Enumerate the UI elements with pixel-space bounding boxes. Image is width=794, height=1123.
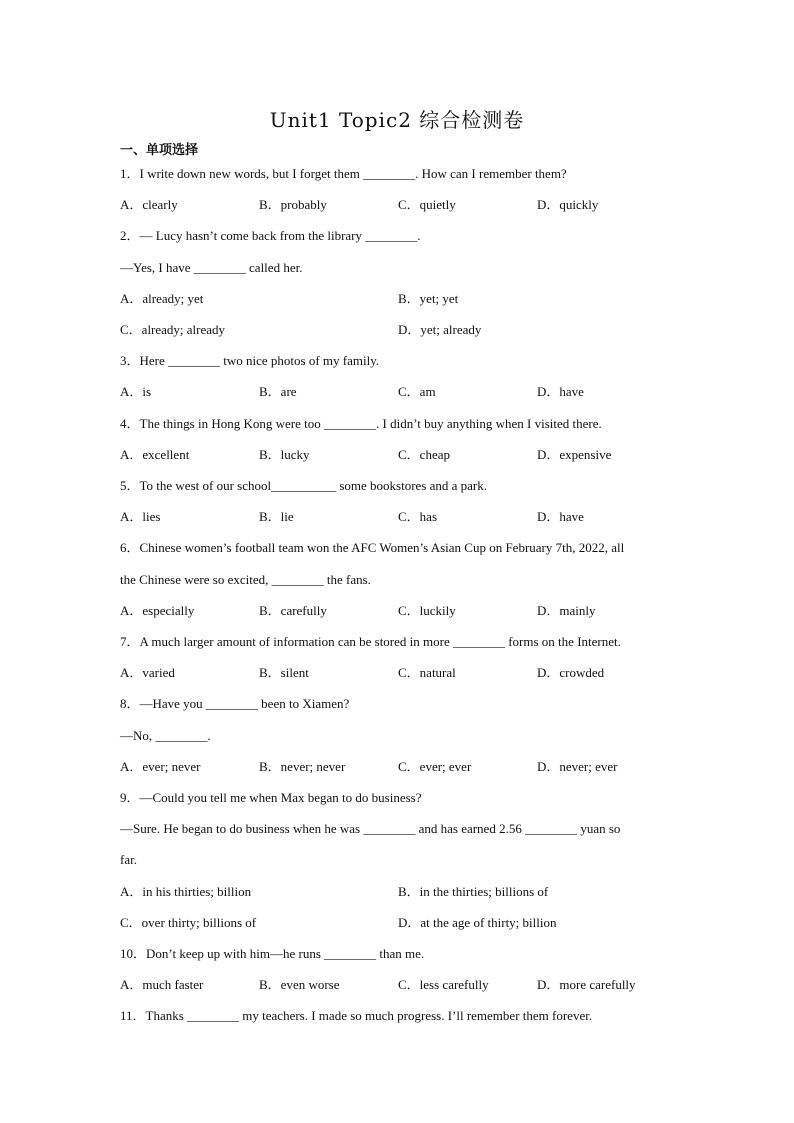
- answer-option[interactable]: A．clearly: [120, 197, 178, 213]
- question-text: 7．A much larger amount of information can be stored in more ________ forms on the Internet.: [120, 634, 621, 649]
- answer-option[interactable]: D．expensive: [537, 446, 612, 462]
- answer-option[interactable]: A．already; yet: [120, 290, 204, 306]
- answer-option[interactable]: B．carefully: [259, 602, 327, 618]
- answer-option[interactable]: B．never; never: [259, 758, 346, 774]
- question-text: —No, ________.: [120, 727, 211, 743]
- answer-option[interactable]: B．lie: [259, 509, 294, 525]
- answer-option[interactable]: B．silent: [259, 665, 309, 681]
- answer-option[interactable]: A．much faster: [120, 977, 204, 993]
- answer-option[interactable]: C．quietly: [398, 197, 456, 213]
- question-text: the Chinese were so excited, ________ the fans.: [120, 571, 371, 587]
- question-text: —Sure. He began to do business when he was ________ and has earned 2.56 ________ yuan so: [120, 821, 621, 837]
- answer-option[interactable]: A．excellent: [120, 446, 190, 462]
- answer-option[interactable]: C．cheap: [398, 446, 450, 462]
- answer-option[interactable]: D．yet; already: [398, 322, 482, 337]
- answer-option[interactable]: A．is: [120, 384, 152, 400]
- question-text: 2．— Lucy hasn’t come back from the library ________.: [120, 228, 421, 244]
- answer-option[interactable]: D．at the age of thirty; billion: [398, 914, 557, 930]
- question-text: 4．The things in Hong Kong were too ________. I didn’t buy anything when I visited there.: [120, 415, 602, 431]
- answer-option[interactable]: C．ever; ever: [398, 758, 472, 774]
- question-text: 1．I write down new words, but I forget them ________. How can I remember them?: [120, 166, 567, 181]
- question-text: 10．Don’t keep up with him—he runs ________ than me.: [120, 946, 425, 961]
- answer-option[interactable]: B．are: [259, 384, 297, 400]
- answer-option[interactable]: A．ever; never: [120, 758, 201, 774]
- question-text: 8．—Have you ________ been to Xiamen?: [120, 696, 350, 712]
- question-text: 9．—Could you tell me when Max began to do business?: [120, 790, 422, 805]
- answer-option[interactable]: A．varied: [120, 665, 175, 681]
- answer-option[interactable]: B．even worse: [259, 977, 340, 993]
- answer-option[interactable]: D．crowded: [537, 665, 605, 681]
- question-text: far.: [120, 852, 137, 868]
- answer-option[interactable]: B．lucky: [259, 446, 310, 462]
- answer-option[interactable]: C．less carefully: [398, 977, 489, 993]
- answer-option[interactable]: D．never; ever: [537, 758, 618, 774]
- answer-option[interactable]: C．luckily: [398, 602, 456, 618]
- answer-option[interactable]: D．quickly: [537, 197, 599, 213]
- question-text: 6．Chinese women’s football team won the AFC Women’s Asian Cup on February 7th, 2022, all: [120, 540, 625, 556]
- question-text: 11．Thanks ________ my teachers. I made so much progress. I’ll remember them forever.: [120, 1008, 593, 1024]
- answer-option[interactable]: B．yet; yet: [398, 290, 459, 306]
- answer-option[interactable]: A．in his thirties; billion: [120, 883, 252, 899]
- answer-option[interactable]: D．more carefully: [537, 977, 636, 993]
- question-text: —Yes, I have ________ called her.: [120, 259, 303, 275]
- question-text: 5．To the west of our school__________ some bookstores and a park.: [120, 478, 488, 493]
- answer-option[interactable]: C．has: [398, 509, 438, 525]
- answer-option[interactable]: A．especially: [120, 602, 195, 618]
- answer-option[interactable]: B．in the thirties; billions of: [398, 883, 549, 899]
- page-title: Unit1 Topic2 综合检测卷: [269, 108, 525, 132]
- answer-option[interactable]: B．probably: [259, 197, 327, 213]
- answer-option[interactable]: C．natural: [398, 665, 456, 681]
- answer-option[interactable]: C．over thirty; billions of: [120, 914, 257, 930]
- answer-option[interactable]: D．have: [537, 384, 584, 400]
- answer-option[interactable]: A．lies: [120, 509, 161, 525]
- answer-option[interactable]: D．have: [537, 509, 584, 525]
- section-heading: 一、单项选择: [120, 143, 199, 158]
- answer-option[interactable]: D．mainly: [537, 602, 596, 618]
- question-text: 3．Here ________ two nice photos of my family.: [120, 353, 380, 369]
- answer-option[interactable]: C．am: [398, 384, 436, 400]
- answer-option[interactable]: C．already; already: [120, 322, 226, 337]
